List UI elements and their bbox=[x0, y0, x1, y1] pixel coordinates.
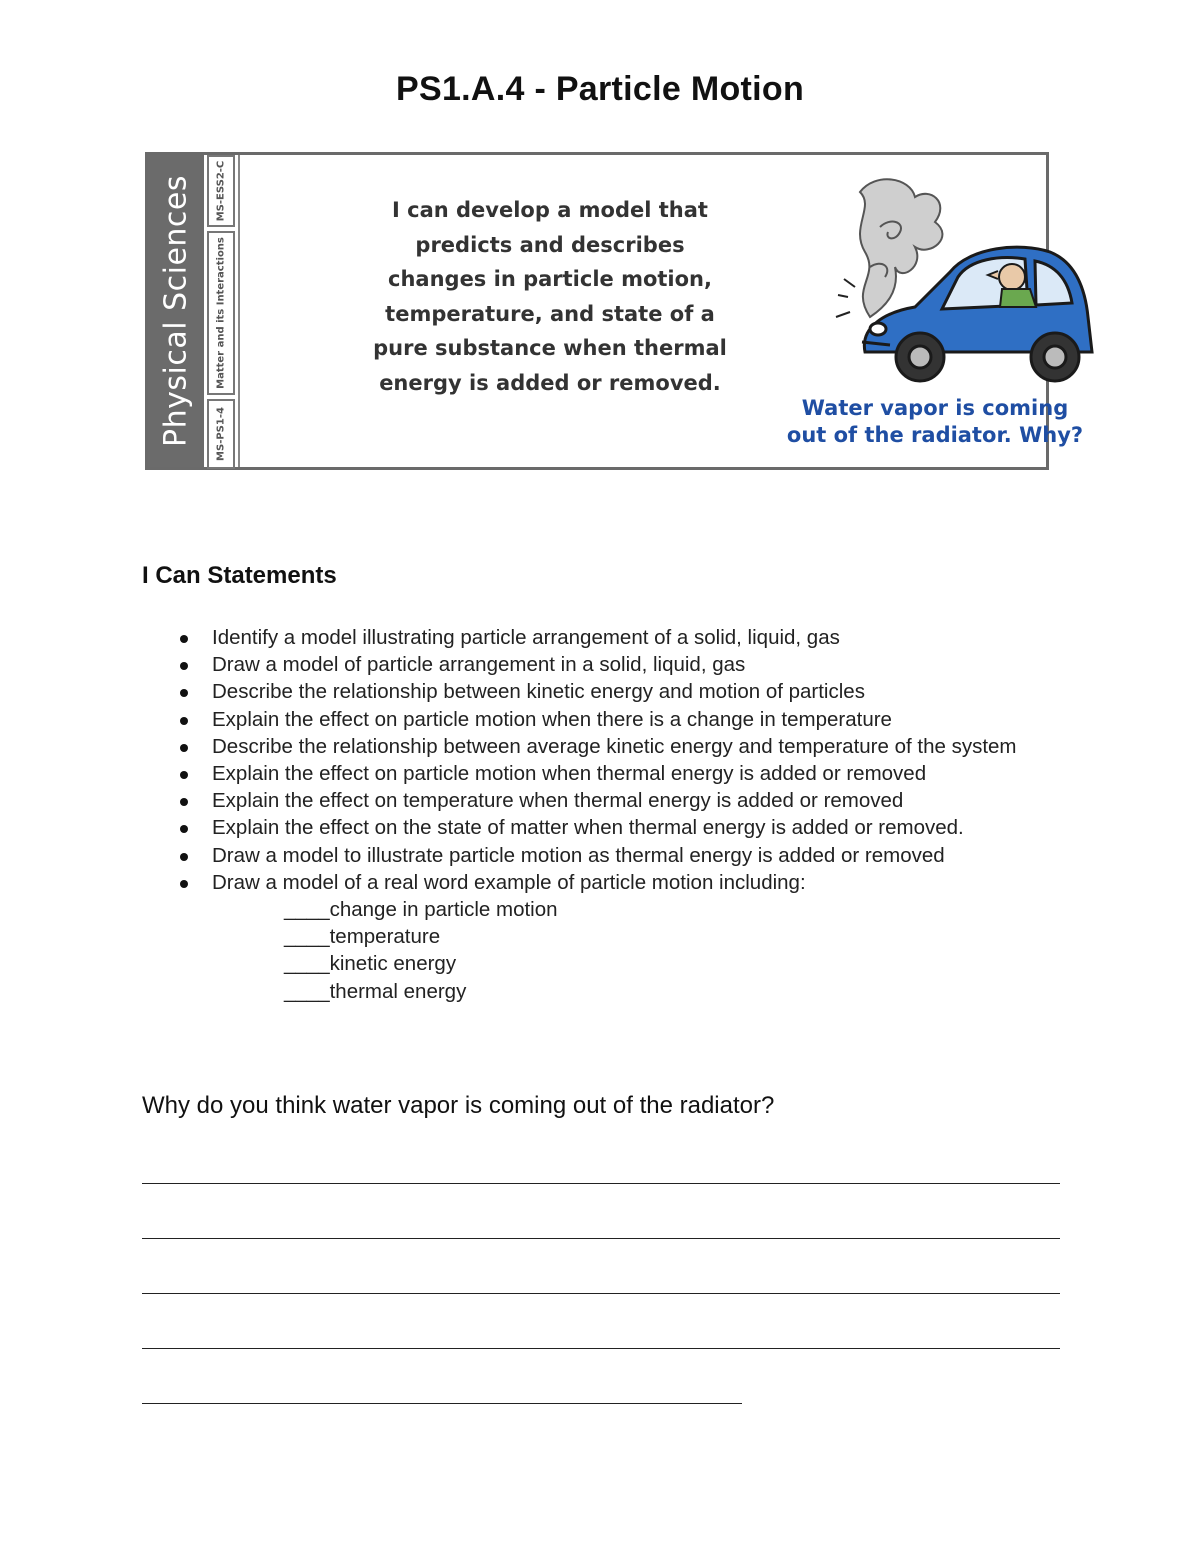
answer-line[interactable] bbox=[142, 1183, 1060, 1184]
bullet-icon bbox=[180, 880, 188, 888]
list-item: Explain the effect on the state of matter when thermal energy is added or removed. bbox=[176, 814, 1076, 841]
checklist bbox=[212, 896, 1076, 1005]
banner-content bbox=[238, 155, 1084, 467]
overheating-car-illustration bbox=[830, 167, 1160, 397]
bullet-icon bbox=[180, 798, 188, 806]
checklist-item: ____temperature bbox=[284, 925, 441, 949]
list-item: Identify a model illustrating particle arrangement of a solid, liquid, gas bbox=[176, 624, 1076, 651]
i-can-statement: I can develop a model that predicts and describes changes in particle motion, temperature, and state of a pure substance when thermal energy is added or removed. bbox=[373, 198, 727, 395]
section-heading: I Can Statements bbox=[142, 562, 337, 589]
bullet-icon bbox=[180, 744, 188, 752]
bullet-icon bbox=[180, 853, 188, 861]
standard-banner bbox=[145, 152, 1084, 470]
bullet-icon bbox=[180, 662, 188, 670]
standard-tags bbox=[204, 155, 238, 467]
answer-line[interactable] bbox=[142, 1403, 742, 1404]
answer-line[interactable] bbox=[142, 1238, 1060, 1239]
standard-tag: MS-PS1-4 bbox=[207, 399, 235, 469]
question-prompt: Why do you think water vapor is coming out of the radiator? bbox=[142, 1092, 775, 1119]
list-item: Draw a model of a real word example of particle motion including: ____change in particle motion ____temperature ____kinetic energy ____thermal energy bbox=[176, 869, 1076, 1005]
category-label: Physical Sciences bbox=[158, 175, 194, 447]
page-title: PS1.A.4 - Particle Motion bbox=[395, 70, 805, 108]
list-item: Explain the effect on particle motion when there is a change in temperature bbox=[176, 706, 1076, 733]
bullet-icon bbox=[180, 689, 188, 697]
list-item: Describe the relationship between kinetic energy and motion of particles bbox=[176, 678, 1076, 705]
bullet-icon bbox=[180, 717, 188, 725]
standard-tag: MS-ESS2-C bbox=[207, 155, 235, 227]
list-item: Draw a model to illustrate particle motion as thermal energy is added or removed bbox=[176, 842, 1076, 869]
list-item: Explain the effect on particle motion when thermal energy is added or removed bbox=[176, 760, 1076, 787]
i-can-statements-list bbox=[176, 624, 1076, 1005]
bullet-icon bbox=[180, 635, 188, 643]
list-item: Explain the effect on temperature when thermal energy is added or removed bbox=[176, 787, 1076, 814]
domain-tag: Matter and its Interactions bbox=[207, 231, 235, 395]
bullet-icon bbox=[180, 825, 188, 833]
checklist-item: ____kinetic energy bbox=[284, 952, 457, 976]
answer-line[interactable] bbox=[142, 1293, 1060, 1294]
category-band bbox=[148, 155, 204, 467]
illustration-caption: Water vapor is coming out of the radiator. Why? bbox=[786, 396, 1084, 447]
checklist-item: ____thermal energy bbox=[284, 979, 467, 1003]
list-item: Describe the relationship between average kinetic energy and temperature of the system bbox=[176, 733, 1076, 760]
bullet-icon bbox=[180, 771, 188, 779]
checklist-item: ____change in particle motion bbox=[284, 898, 558, 922]
list-item: Draw a model of particle arrangement in a solid, liquid, gas bbox=[176, 651, 1076, 678]
answer-line[interactable] bbox=[142, 1348, 1060, 1349]
